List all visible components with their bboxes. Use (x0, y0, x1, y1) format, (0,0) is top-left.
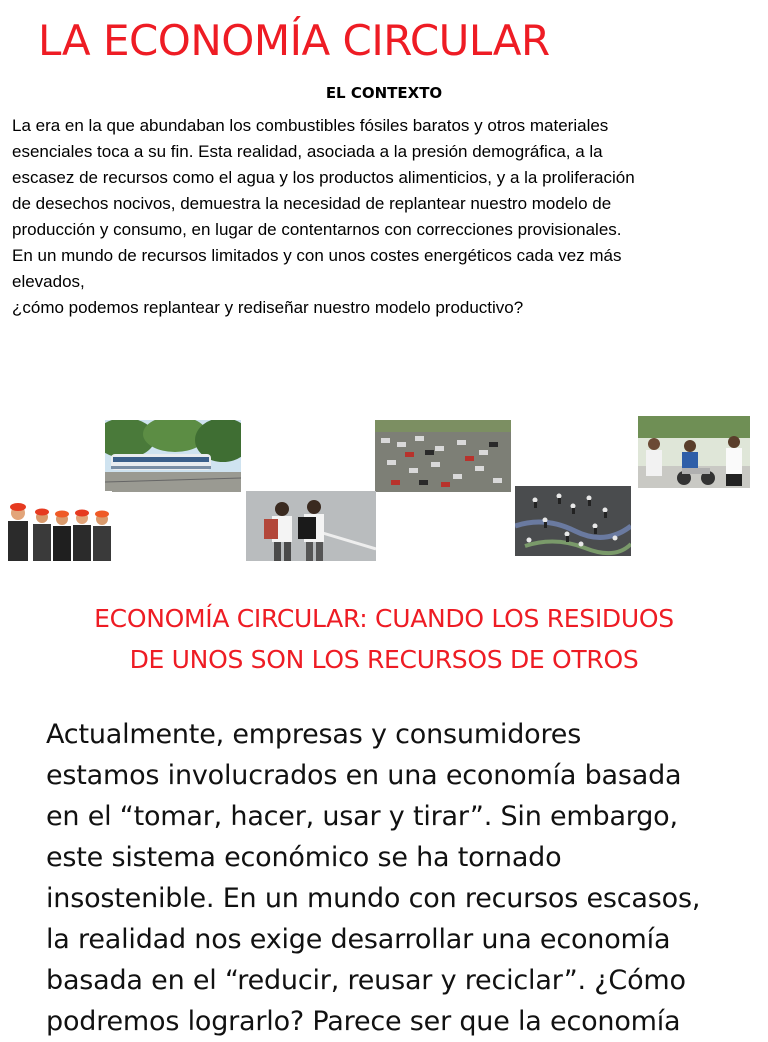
page-title: LA ECONOMÍA CIRCULAR (38, 16, 550, 65)
section-heading-line: DE UNOS SON LOS RECURSOS DE OTROS (129, 645, 639, 674)
workers-photo (0, 491, 112, 561)
body-line: basada en el “reducir, reusar y reciclar”. ¿Cómo (46, 965, 686, 996)
motorbike-photo (638, 416, 750, 488)
body-line: la realidad nos exige desarrollar una economía (46, 924, 671, 955)
body-line: podremos lograrlo? Parece ser que la economía (46, 1006, 681, 1037)
context-line: esenciales toca a su fin. Esta realidad, asociada a la presión demográfica, a la (12, 142, 603, 161)
children-photo (246, 491, 376, 561)
context-line: ¿cómo podemos replantear y rediseñar nuestro modelo productivo? (12, 298, 524, 317)
section-subtitle: EL CONTEXTO (325, 84, 443, 102)
body-paragraph (46, 714, 746, 1042)
context-line: escasez de recursos como el agua y los productos alimenticios, y a la proliferación (12, 168, 635, 187)
traffic-photo (375, 420, 511, 492)
body-line: en el “tomar, hacer, usar y tirar”. Sin embargo, (46, 801, 678, 832)
body-line: Actualmente, empresas y consumidores (46, 719, 582, 750)
body-line: este sistema económico se ha tornado (46, 842, 562, 873)
tram-photo (105, 420, 241, 492)
body-line: estamos involucrados en una economía basada (46, 760, 682, 791)
section-heading-line: ECONOMÍA CIRCULAR: CUANDO LOS RESIDUOS (94, 604, 674, 633)
context-line: En un mundo de recursos limitados y con unos costes energéticos cada vez más (12, 246, 622, 265)
crowd-aerial-photo (515, 486, 631, 556)
section-heading (0, 598, 768, 680)
context-line: producción y consumo, en lugar de contentarnos con correcciones provisionales. (12, 220, 622, 239)
context-line: La era en la que abundaban los combustibles fósiles baratos y otros materiales (12, 116, 609, 135)
context-paragraph (12, 113, 760, 321)
context-line: elevados, (12, 272, 85, 291)
context-line: de desechos nocivos, demuestra la necesidad de replantear nuestro modelo de (12, 194, 612, 213)
body-line: insostenible. En un mundo con recursos escasos, (46, 883, 701, 914)
